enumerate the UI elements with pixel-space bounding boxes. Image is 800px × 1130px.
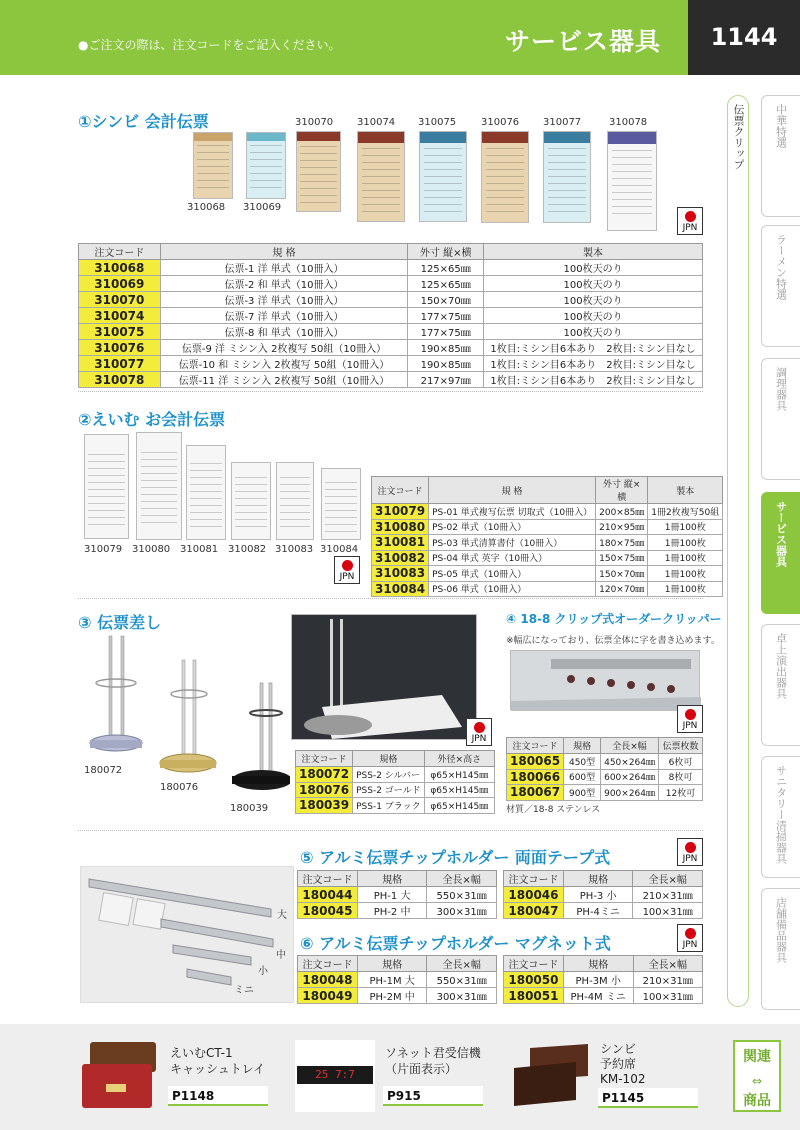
column-header: 規格: [563, 956, 633, 972]
table-row: [372, 581, 723, 597]
bill-spike-photo-art: [292, 615, 478, 741]
order-code: 180048: [298, 972, 358, 988]
spec-cell: 伝票-2 和 単式（10冊入）: [160, 276, 408, 292]
size-cell: 600×264㎜: [601, 769, 659, 785]
spec-cell: 伝票-11 洋 ミシン入 2枚複写 50組（10冊入）: [160, 372, 408, 388]
section4-table: [506, 737, 703, 801]
spec-cell: PS-05 単式（10冊入）: [429, 566, 596, 582]
order-code: 180047: [504, 903, 564, 919]
order-code: 180049: [298, 988, 358, 1004]
image-caption: 310069: [243, 202, 282, 213]
column-header: 外寸 縦×横: [596, 477, 648, 504]
table-row: [372, 519, 723, 535]
size-cell: 550×31㎜: [427, 972, 497, 988]
image-caption: 310078: [609, 117, 648, 128]
column-header: 製本: [648, 477, 723, 504]
related-name: キャッシュトレイ: [170, 1062, 266, 1076]
slip-image-310077: [543, 131, 591, 223]
tab-label: サービス器具: [774, 501, 788, 567]
tab-label: 卓上演出器具: [774, 633, 788, 699]
column-header: 全長×幅: [427, 956, 497, 972]
size-cell: 150×75㎜: [596, 550, 648, 566]
spec-cell: PH-2 中: [357, 903, 426, 919]
slip-image-310079: [84, 434, 129, 539]
size-cell: 125×65㎜: [408, 260, 484, 276]
spec-cell: 伝票-8 和 単式（10冊入）: [160, 324, 408, 340]
tab-chuka[interactable]: [761, 95, 800, 217]
spec-cell: PH-1 大: [357, 887, 426, 903]
table-row: [79, 260, 703, 276]
bill-spike-silver: [90, 636, 142, 751]
size-cell: 120×70㎜: [596, 581, 648, 597]
section2-title: ②えいむ お会計伝票: [78, 410, 226, 429]
size-cell: 210×95㎜: [596, 519, 648, 535]
table-row: [296, 798, 495, 814]
table-row: [296, 767, 495, 783]
image-caption: 180072: [84, 765, 123, 776]
image-caption: 310083: [275, 544, 314, 555]
order-code: 310080: [372, 519, 429, 535]
size-cell: 180×75㎜: [596, 535, 648, 551]
tab-ramen[interactable]: [761, 225, 800, 347]
table-row: [504, 972, 703, 988]
size-cell: 900×264㎜: [601, 785, 659, 801]
receiver-image: [295, 1040, 375, 1112]
related-name: KM-102: [600, 1072, 646, 1086]
column-header: 規 格: [429, 477, 596, 504]
column-header: 規格: [563, 871, 632, 887]
image-caption: 310077: [543, 117, 582, 128]
table-header-row: [296, 751, 495, 767]
column-header: 注文コード: [298, 871, 358, 887]
table-row: [507, 769, 703, 785]
section-divider: [78, 830, 703, 831]
order-code: 310078: [79, 372, 161, 388]
binding-cell: 1枚目:ミシン目6本あり 2枚目:ミシン目なし: [484, 372, 703, 388]
column-header: 伝票枚数: [659, 738, 703, 754]
image-caption: 310082: [228, 544, 267, 555]
table-row: [79, 292, 703, 308]
related-products-label: [733, 1040, 781, 1112]
section1-table: [78, 243, 703, 388]
order-code: 310070: [79, 292, 161, 308]
size-cell: φ65×H145㎜: [424, 782, 494, 798]
related-page-link[interactable]: P1145: [598, 1088, 698, 1108]
binding-cell: 100枚天のり: [484, 324, 703, 340]
spec-cell: 伝票-7 洋 単式（10冊入）: [160, 308, 408, 324]
table-row: [298, 972, 497, 988]
image-caption: 310070: [295, 117, 334, 128]
related-label-bottom: 商品: [743, 1093, 771, 1109]
table-row: [372, 550, 723, 566]
jpn-badge: [466, 718, 492, 746]
related-page-link[interactable]: P915: [383, 1086, 483, 1106]
section5-table-left: [297, 870, 497, 919]
related-item-reserved-sign[interactable]: [510, 1040, 700, 1112]
size-cell: 125×65㎜: [408, 276, 484, 292]
order-code: 180065: [507, 754, 564, 770]
section2-table: [371, 476, 723, 597]
current-subcategory-label: 伝票クリップ: [732, 104, 745, 170]
current-subcategory-bar: [727, 95, 749, 1007]
image-caption: 310074: [357, 117, 396, 128]
table-row: [79, 324, 703, 340]
size-cell: 210×31㎜: [633, 972, 702, 988]
binding-cell: 1枚目:ミシン目6本あり 2枚目:ミシン目なし: [484, 356, 703, 372]
table-row: [504, 887, 703, 903]
tab-tabletop[interactable]: [761, 624, 800, 746]
section-divider: [78, 598, 703, 599]
reserved-sign-image: [510, 1040, 590, 1112]
table-header-row: [504, 871, 703, 887]
order-code: 310068: [79, 260, 161, 276]
column-header: 注文コード: [298, 956, 358, 972]
order-code: 310082: [372, 550, 429, 566]
section5-table-right: [503, 870, 703, 919]
order-code: 180067: [507, 785, 564, 801]
order-code: 180045: [298, 903, 358, 919]
order-code: 310084: [372, 581, 429, 597]
jpn-label: JPN: [471, 734, 487, 744]
section3-title: ③ 伝票差し: [78, 613, 162, 632]
spec-cell: PH-1M 大: [357, 972, 426, 988]
image-caption: 310084: [320, 544, 359, 555]
slip-image-310070: [296, 131, 341, 212]
size-cell: 210×31㎜: [633, 887, 703, 903]
order-code: 180046: [504, 887, 564, 903]
binding-cell: 100枚天のり: [484, 308, 703, 324]
related-name: ソネット君受信機: [385, 1046, 481, 1060]
column-header: 全長×幅: [427, 871, 497, 887]
section6-title: ⑥ アルミ伝票チップホルダー マグネット式: [300, 934, 611, 953]
column-header: 注文コード: [296, 751, 353, 767]
column-header: 製本: [484, 244, 703, 260]
flag-icon: [685, 928, 696, 939]
category-title: サービス器具: [505, 27, 662, 56]
column-header: 注文コード: [504, 871, 564, 887]
related-name: 予約席: [600, 1057, 637, 1071]
spec-cell: PS-03 単式清算書付（10冊入）: [429, 535, 596, 551]
slip-image-310075: [419, 131, 467, 222]
spec-cell: PH-4M ミニ: [563, 988, 633, 1004]
image-caption: 180076: [160, 782, 199, 793]
chip-holder-art: [81, 867, 295, 1004]
order-code: 180066: [507, 769, 564, 785]
column-header: 規格: [357, 871, 426, 887]
flag-icon: [685, 709, 696, 720]
column-header: 全長×幅: [633, 871, 703, 887]
slip-image-310083: [276, 462, 314, 540]
section6-table-left: [297, 955, 497, 1004]
order-code: 310081: [372, 535, 429, 551]
section4-title: ④ 18-8 クリップ式オーダークリッパー: [506, 612, 722, 626]
image-caption: 310079: [84, 544, 123, 555]
spec-cell: 伝票-3 洋 単式（10冊入）: [160, 292, 408, 308]
column-header: 規格: [353, 751, 425, 767]
table-row: [298, 988, 497, 1004]
size-cell: 177×75㎜: [408, 308, 484, 324]
size-cell: φ65×H145㎜: [424, 767, 494, 783]
table-row: [79, 340, 703, 356]
order-code: 310076: [79, 340, 161, 356]
slip-image-310069: [246, 132, 286, 199]
size-cell: 450×264㎜: [601, 754, 659, 770]
slip-image-310084: [321, 468, 361, 540]
table-header-row: [298, 871, 497, 887]
spec-cell: 伝票-9 洋 ミシン入 2枚複写 50組（10冊入）: [160, 340, 408, 356]
binding-cell: 1冊100枚: [648, 519, 723, 535]
related-name: えいむCT-1: [170, 1046, 233, 1060]
order-code: 310083: [372, 566, 429, 582]
jpn-badge: [677, 924, 703, 952]
table-header-row: [298, 956, 497, 972]
table-row: [298, 887, 497, 903]
size-label-large: 大: [277, 910, 287, 921]
slip-image-310080: [136, 432, 182, 540]
column-header: 注文コード: [79, 244, 161, 260]
table-row: [298, 903, 497, 919]
binding-cell: 1冊100枚: [648, 566, 723, 582]
order-code: 180050: [504, 972, 564, 988]
slip-image-310082: [231, 462, 271, 540]
spec-cell: PH-2M 中: [357, 988, 426, 1004]
related-name: シンビ: [600, 1042, 636, 1056]
binding-cell: 1枚目:ミシン目6本あり 2枚目:ミシン目なし: [484, 340, 703, 356]
tab-store[interactable]: [761, 888, 800, 1010]
capacity-cell: 8枚可: [659, 769, 703, 785]
size-label-small: 小: [258, 966, 268, 977]
size-cell: 200×85㎜: [596, 504, 648, 520]
table-row: [372, 566, 723, 582]
related-label-top: 関連: [743, 1049, 771, 1065]
size-label-mini: ミニ: [234, 985, 254, 996]
page-header: [0, 0, 800, 75]
spec-cell: 伝票-10 和 ミシン入 2枚複写 50組（10冊入）: [160, 356, 408, 372]
column-header: 注文コード: [504, 956, 564, 972]
spec-cell: PSS-2 シルバー: [353, 767, 425, 783]
size-cell: 177×75㎜: [408, 324, 484, 340]
table-header-row: [372, 477, 723, 504]
column-header: 規 格: [160, 244, 408, 260]
order-code: 180051: [504, 988, 564, 1004]
related-name: （片面表示）: [385, 1062, 458, 1076]
tab-label: ラーメン特選: [774, 234, 788, 300]
jpn-label: JPN: [339, 572, 355, 582]
order-code: 310074: [79, 308, 161, 324]
size-cell: 190×85㎜: [408, 356, 484, 372]
related-item-cash-tray[interactable]: [80, 1040, 270, 1112]
size-label-medium: 中: [276, 950, 286, 961]
slip-image-310076: [481, 131, 529, 223]
section4-note: ※幅広になっており、伝票全体に字を書き込めます。: [506, 636, 720, 646]
order-code: 310069: [79, 276, 161, 292]
table-row: [79, 356, 703, 372]
flag-icon: [342, 560, 353, 571]
column-header: 外寸 縦×横: [408, 244, 484, 260]
table-row: [507, 785, 703, 801]
swap-arrows-icon: ⇔: [751, 1074, 763, 1088]
cash-tray-image: [80, 1040, 160, 1112]
section6-table-right: [503, 955, 703, 1004]
image-caption: 310076: [481, 117, 520, 128]
section-divider: [78, 391, 703, 392]
jpn-badge: [677, 207, 703, 235]
table-row: [79, 372, 703, 388]
order-code: 180039: [296, 798, 353, 814]
table-row: [504, 988, 703, 1004]
related-page-link[interactable]: P1148: [168, 1086, 268, 1106]
capacity-cell: 6枚可: [659, 754, 703, 770]
tab-sanitary[interactable]: [761, 756, 800, 878]
order-clipper-art: [511, 651, 701, 711]
spec-cell: PS-02 単式（10冊入）: [429, 519, 596, 535]
table-row: [504, 903, 703, 919]
spec-cell: PS-04 単式 英字（10冊入）: [429, 550, 596, 566]
slip-image-310081: [186, 445, 226, 540]
size-cell: 150×70㎜: [408, 292, 484, 308]
size-cell: 100×31㎜: [633, 988, 702, 1004]
jpn-badge: [677, 838, 703, 866]
jpn-label: JPN: [682, 854, 698, 864]
slip-image-310068: [193, 132, 233, 199]
size-cell: 217×97㎜: [408, 372, 484, 388]
binding-cell: 1冊100枚: [648, 535, 723, 551]
slip-image-310074: [357, 131, 405, 222]
tab-label: 調理器具: [774, 367, 788, 411]
binding-cell: 100枚天のり: [484, 276, 703, 292]
binding-cell: 1冊100枚: [648, 581, 723, 597]
spec-cell: 600型: [564, 769, 601, 785]
jpn-badge: [334, 556, 360, 584]
image-caption: 310080: [132, 544, 171, 555]
size-cell: 190×85㎜: [408, 340, 484, 356]
material-note: 材質／18-8 ステンレス: [506, 805, 601, 815]
spec-cell: PH-3 小: [563, 887, 632, 903]
column-header: 全長×幅: [601, 738, 659, 754]
jpn-label: JPN: [682, 940, 698, 950]
order-clipper-image: [510, 650, 700, 710]
receiver-display: 25 7:7: [297, 1066, 373, 1084]
order-code: 180044: [298, 887, 358, 903]
bill-spike-black: [232, 683, 290, 790]
order-code: 310079: [372, 504, 429, 520]
bill-spike-gold: [160, 660, 216, 772]
spec-cell: PS-01 単式複写伝票 切取式（10冊入）: [429, 504, 596, 520]
order-code: 310075: [79, 324, 161, 340]
size-cell: 550×31㎜: [427, 887, 497, 903]
order-note: ●ご注文の際は、注文コードをご記入ください。: [78, 38, 341, 52]
binding-cell: 1冊2枚複写50組: [648, 504, 723, 520]
spec-cell: 450型: [564, 754, 601, 770]
tab-label: 中華特選: [774, 104, 788, 148]
spec-cell: PS-06 単式（10冊入）: [429, 581, 596, 597]
column-header: 全長×幅: [633, 956, 702, 972]
column-header: 外径×高さ: [424, 751, 494, 767]
column-header: 規格: [357, 956, 426, 972]
section5-title: ⑤ アルミ伝票チップホルダー 両面テープ式: [300, 848, 611, 867]
page-number: 1144: [688, 0, 800, 75]
section1-title: ①シンビ 会計伝票: [78, 112, 209, 131]
image-caption: 310075: [418, 117, 457, 128]
bill-spike-photo: [291, 614, 477, 740]
tab-cooking[interactable]: [761, 358, 800, 480]
image-caption: 310081: [180, 544, 219, 555]
spec-cell: 900型: [564, 785, 601, 801]
tab-service[interactable]: [761, 492, 800, 614]
tab-label: サニタリー清掃器具: [774, 765, 788, 864]
capacity-cell: 12枚可: [659, 785, 703, 801]
column-header: 注文コード: [507, 738, 564, 754]
table-row: [507, 754, 703, 770]
table-header-row: [504, 956, 703, 972]
section3-table: [295, 750, 495, 814]
tab-label: 店舗備品器具: [774, 897, 788, 963]
table-row: [372, 504, 723, 520]
binding-cell: 100枚天のり: [484, 292, 703, 308]
spec-cell: PH-4ミニ: [563, 903, 632, 919]
spec-cell: 伝票-1 洋 単式（10冊入）: [160, 260, 408, 276]
jpn-badge: [677, 705, 703, 733]
flag-icon: [474, 722, 485, 733]
order-code: 180076: [296, 782, 353, 798]
size-cell: φ65×H145㎜: [424, 798, 494, 814]
binding-cell: 1冊100枚: [648, 550, 723, 566]
table-row: [79, 308, 703, 324]
flag-icon: [685, 211, 696, 222]
image-caption: 310068: [187, 202, 226, 213]
size-cell: 300×31㎜: [427, 988, 497, 1004]
order-code: 310077: [79, 356, 161, 372]
table-row: [296, 782, 495, 798]
spec-cell: PH-3M 小: [563, 972, 633, 988]
table-row: [372, 535, 723, 551]
order-code: 180072: [296, 767, 353, 783]
binding-cell: 100枚天のり: [484, 260, 703, 276]
image-caption: 180039: [230, 803, 269, 814]
jpn-label: JPN: [682, 223, 698, 233]
size-cell: 300×31㎜: [427, 903, 497, 919]
flag-icon: [685, 842, 696, 853]
spec-cell: PSS-1 ブラック: [353, 798, 425, 814]
size-cell: 100×31㎜: [633, 903, 703, 919]
table-row: [79, 276, 703, 292]
jpn-label: JPN: [682, 721, 698, 731]
related-item-receiver[interactable]: [295, 1040, 485, 1112]
slip-image-310078: [607, 131, 657, 231]
size-cell: 150×70㎜: [596, 566, 648, 582]
table-header-row: [507, 738, 703, 754]
column-header: 規格: [564, 738, 601, 754]
column-header: 注文コード: [372, 477, 429, 504]
chip-holder-image: [80, 866, 294, 1003]
spec-cell: PSS-2 ゴールド: [353, 782, 425, 798]
table-header-row: [79, 244, 703, 260]
